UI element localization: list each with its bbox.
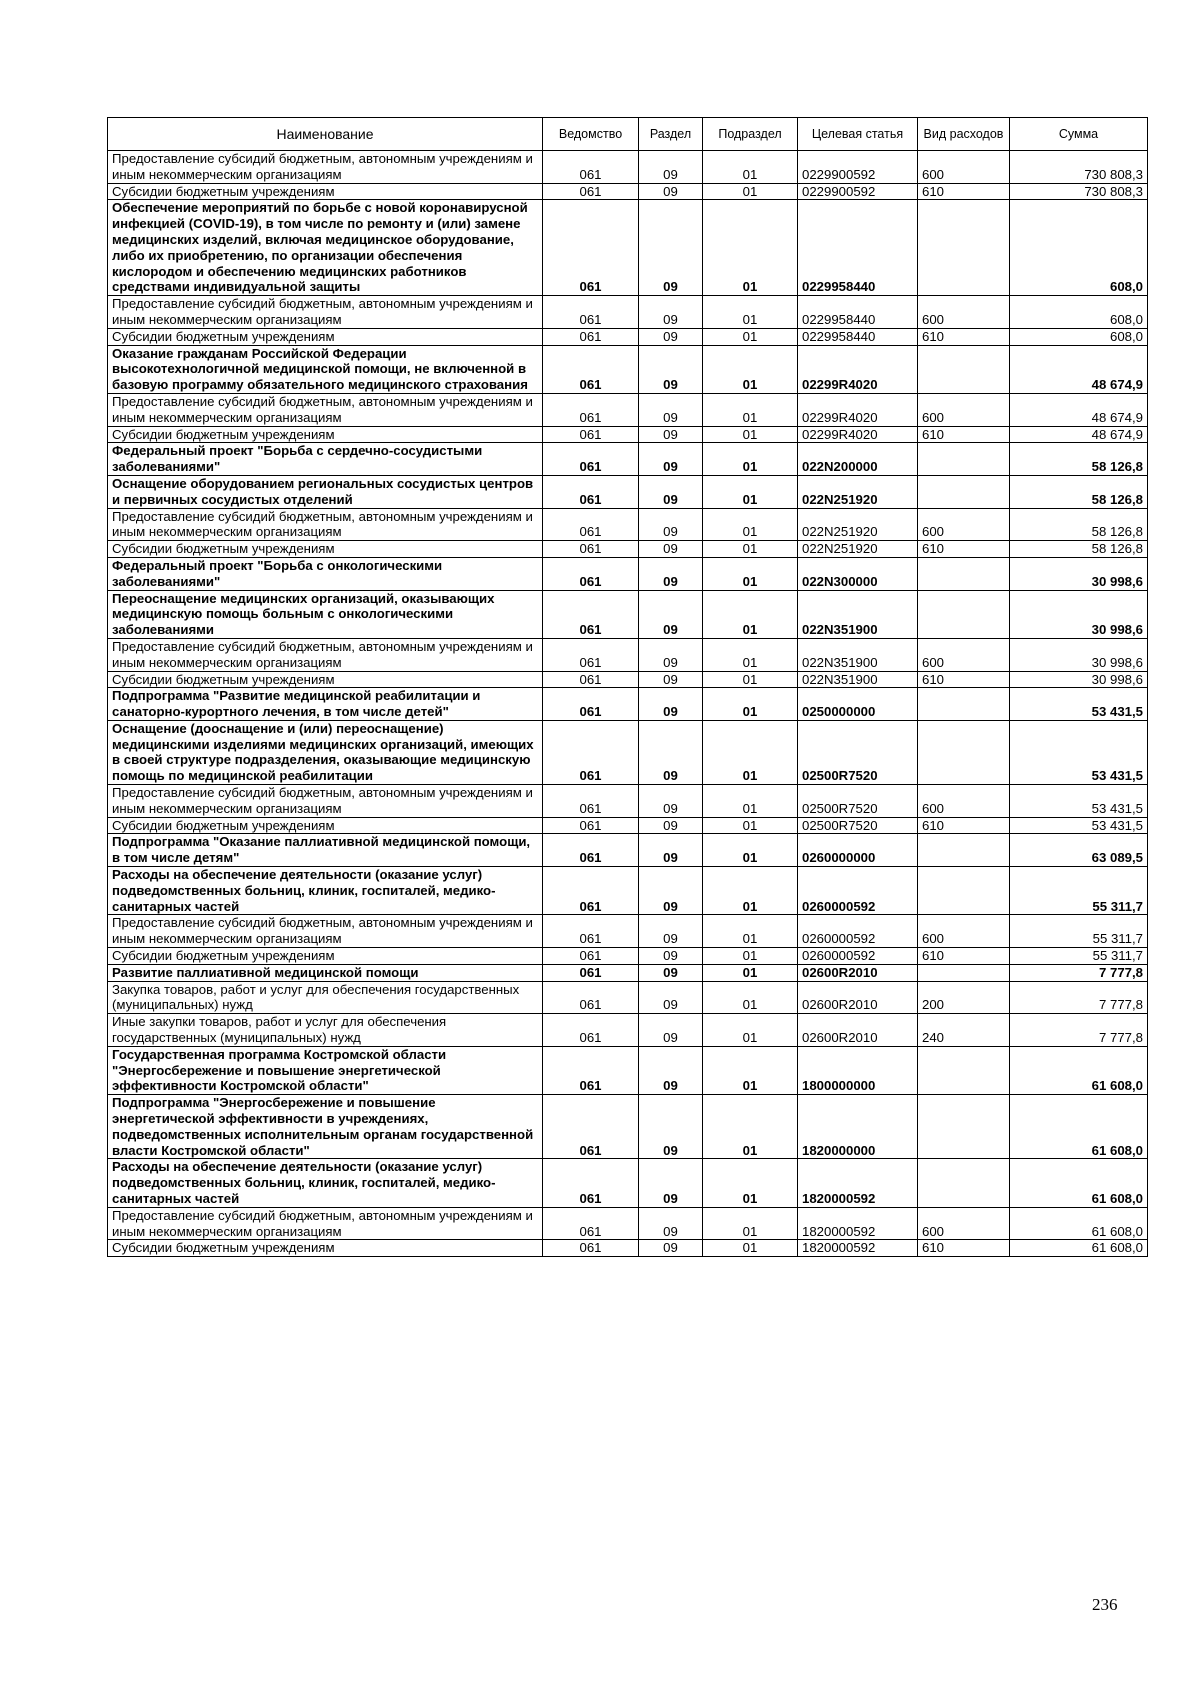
row-dept: 061 xyxy=(543,915,639,948)
row-target: 0260000592 xyxy=(798,915,918,948)
row-sum: 30 998,6 xyxy=(1010,557,1148,590)
row-dept: 061 xyxy=(543,183,639,200)
row-name: Оказание гражданам Российской Федерации высокотехнологичной медицинской помощи, не включенной в базовую программу обязательного медицинского страхования xyxy=(108,345,543,393)
row-dept: 061 xyxy=(543,151,639,184)
row-dept: 061 xyxy=(543,1207,639,1240)
table-row xyxy=(108,981,1148,1014)
header-name: Наименование xyxy=(108,118,543,151)
row-kind xyxy=(918,867,1010,915)
row-target: 022N300000 xyxy=(798,557,918,590)
row-sum: 48 674,9 xyxy=(1010,345,1148,393)
row-subsection: 01 xyxy=(703,638,798,671)
table-row xyxy=(108,1207,1148,1240)
row-section: 09 xyxy=(639,328,703,345)
row-kind: 600 xyxy=(918,638,1010,671)
row-section: 09 xyxy=(639,1014,703,1047)
row-sum: 608,0 xyxy=(1010,328,1148,345)
row-target: 0229958440 xyxy=(798,200,918,296)
row-subsection: 01 xyxy=(703,328,798,345)
row-target: 022N251920 xyxy=(798,541,918,558)
table-row xyxy=(108,785,1148,818)
row-dept: 061 xyxy=(543,1240,639,1257)
row-kind: 610 xyxy=(918,671,1010,688)
row-sum: 730 808,3 xyxy=(1010,183,1148,200)
table-row xyxy=(108,426,1148,443)
table-row xyxy=(108,1240,1148,1257)
table-row xyxy=(108,508,1148,541)
row-kind: 600 xyxy=(918,915,1010,948)
row-sum: 63 089,5 xyxy=(1010,834,1148,867)
row-dept: 061 xyxy=(543,1046,639,1094)
row-subsection: 01 xyxy=(703,426,798,443)
row-target: 02299R4020 xyxy=(798,426,918,443)
table-header-row xyxy=(108,118,1148,151)
table-row xyxy=(108,964,1148,981)
row-section: 09 xyxy=(639,296,703,329)
row-subsection: 01 xyxy=(703,981,798,1014)
row-section: 09 xyxy=(639,817,703,834)
table-row xyxy=(108,688,1148,721)
row-dept: 061 xyxy=(543,541,639,558)
row-section: 09 xyxy=(639,1240,703,1257)
table-row xyxy=(108,1014,1148,1047)
row-dept: 061 xyxy=(543,328,639,345)
row-target: 0250000000 xyxy=(798,688,918,721)
row-sum: 7 777,8 xyxy=(1010,1014,1148,1047)
row-kind xyxy=(918,590,1010,638)
row-dept: 061 xyxy=(543,426,639,443)
row-target: 1820000000 xyxy=(798,1095,918,1159)
row-section: 09 xyxy=(639,671,703,688)
row-subsection: 01 xyxy=(703,393,798,426)
row-dept: 061 xyxy=(543,834,639,867)
header-dept: Ведомство xyxy=(543,118,639,151)
row-target: 0260000592 xyxy=(798,948,918,965)
row-sum: 48 674,9 xyxy=(1010,393,1148,426)
row-section: 09 xyxy=(639,541,703,558)
row-name: Субсидии бюджетным учреждениям xyxy=(108,541,543,558)
row-subsection: 01 xyxy=(703,1207,798,1240)
row-name: Переоснащение медицинских организаций, оказывающих медицинскую помощь больным с онкологическими заболеваниями xyxy=(108,590,543,638)
row-name: Подпрограмма "Энергосбережение и повышение энергетической эффективности в учреждениях, подведомственных исполнительным органам государственной власти Костромской области" xyxy=(108,1095,543,1159)
row-dept: 061 xyxy=(543,1014,639,1047)
row-target: 02500R7520 xyxy=(798,785,918,818)
row-sum: 608,0 xyxy=(1010,200,1148,296)
row-dept: 061 xyxy=(543,867,639,915)
row-subsection: 01 xyxy=(703,948,798,965)
row-subsection: 01 xyxy=(703,508,798,541)
row-target: 0260000000 xyxy=(798,834,918,867)
row-subsection: 01 xyxy=(703,200,798,296)
row-kind xyxy=(918,720,1010,784)
row-kind: 600 xyxy=(918,1207,1010,1240)
row-name: Предоставление субсидий бюджетным, автономным учреждениям и иным некоммерческим организациям xyxy=(108,508,543,541)
row-kind: 610 xyxy=(918,541,1010,558)
row-sum: 55 311,7 xyxy=(1010,867,1148,915)
table-row xyxy=(108,915,1148,948)
row-subsection: 01 xyxy=(703,296,798,329)
row-kind: 600 xyxy=(918,785,1010,818)
header-section: Раздел xyxy=(639,118,703,151)
row-kind: 610 xyxy=(918,328,1010,345)
row-target: 022N251920 xyxy=(798,508,918,541)
row-target: 02299R4020 xyxy=(798,345,918,393)
row-section: 09 xyxy=(639,508,703,541)
row-subsection: 01 xyxy=(703,785,798,818)
row-name: Субсидии бюджетным учреждениям xyxy=(108,1240,543,1257)
table-row xyxy=(108,1095,1148,1159)
row-section: 09 xyxy=(639,345,703,393)
row-kind: 240 xyxy=(918,1014,1010,1047)
row-kind: 600 xyxy=(918,508,1010,541)
row-dept: 061 xyxy=(543,981,639,1014)
row-sum: 61 608,0 xyxy=(1010,1207,1148,1240)
row-sum: 61 608,0 xyxy=(1010,1095,1148,1159)
row-sum: 61 608,0 xyxy=(1010,1159,1148,1207)
row-dept: 061 xyxy=(543,720,639,784)
row-subsection: 01 xyxy=(703,915,798,948)
row-dept: 061 xyxy=(543,345,639,393)
row-subsection: 01 xyxy=(703,590,798,638)
row-name: Оснащение оборудованием региональных сосудистых центров и первичных сосудистых отделений xyxy=(108,475,543,508)
row-dept: 061 xyxy=(543,1159,639,1207)
row-section: 09 xyxy=(639,200,703,296)
table-row xyxy=(108,1046,1148,1094)
row-subsection: 01 xyxy=(703,541,798,558)
row-sum: 58 126,8 xyxy=(1010,508,1148,541)
row-sum: 53 431,5 xyxy=(1010,688,1148,721)
row-section: 09 xyxy=(639,590,703,638)
row-dept: 061 xyxy=(543,393,639,426)
row-target: 1820000592 xyxy=(798,1159,918,1207)
row-name: Закупка товаров, работ и услуг для обеспечения государственных (муниципальных) нужд xyxy=(108,981,543,1014)
row-subsection: 01 xyxy=(703,671,798,688)
header-kind: Вид расходов xyxy=(918,118,1010,151)
header-target: Целевая статья xyxy=(798,118,918,151)
row-target: 02600R2010 xyxy=(798,964,918,981)
row-dept: 061 xyxy=(543,964,639,981)
row-target: 022N351900 xyxy=(798,671,918,688)
row-name: Федеральный проект "Борьба с онкологическими заболеваниями" xyxy=(108,557,543,590)
row-name: Субсидии бюджетным учреждениям xyxy=(108,183,543,200)
table-row xyxy=(108,720,1148,784)
row-section: 09 xyxy=(639,638,703,671)
row-subsection: 01 xyxy=(703,964,798,981)
row-subsection: 01 xyxy=(703,557,798,590)
row-dept: 061 xyxy=(543,948,639,965)
header-subsection: Подраздел xyxy=(703,118,798,151)
table-row xyxy=(108,638,1148,671)
row-name: Предоставление субсидий бюджетным, автономным учреждениям и иным некоммерческим организациям xyxy=(108,151,543,184)
row-section: 09 xyxy=(639,948,703,965)
row-target: 02299R4020 xyxy=(798,393,918,426)
row-kind xyxy=(918,964,1010,981)
row-sum: 7 777,8 xyxy=(1010,964,1148,981)
row-target: 022N351900 xyxy=(798,638,918,671)
row-target: 0229900592 xyxy=(798,151,918,184)
row-section: 09 xyxy=(639,688,703,721)
row-section: 09 xyxy=(639,964,703,981)
row-name: Обеспечение мероприятий по борьбе с новой коронавирусной инфекцией (COVID-19), в том числе по ремонту и (или) замене медицинских изделий, включая медицинское оборудование, либо их приобретению, по организации обеспечения кислородом и обеспечению медицинских работников средствами индивидуальной защиты xyxy=(108,200,543,296)
row-name: Подпрограмма "Оказание паллиативной медицинской помощи, в том числе детям" xyxy=(108,834,543,867)
row-section: 09 xyxy=(639,981,703,1014)
budget-table xyxy=(107,117,1148,1257)
row-dept: 061 xyxy=(543,817,639,834)
table-row xyxy=(108,328,1148,345)
row-name: Субсидии бюджетным учреждениям xyxy=(108,948,543,965)
row-dept: 061 xyxy=(543,296,639,329)
row-subsection: 01 xyxy=(703,345,798,393)
table-row xyxy=(108,557,1148,590)
row-kind xyxy=(918,475,1010,508)
row-section: 09 xyxy=(639,426,703,443)
row-target: 02600R2010 xyxy=(798,1014,918,1047)
row-section: 09 xyxy=(639,393,703,426)
row-target: 02500R7520 xyxy=(798,817,918,834)
table-row xyxy=(108,867,1148,915)
row-sum: 61 608,0 xyxy=(1010,1240,1148,1257)
row-kind: 600 xyxy=(918,393,1010,426)
row-name: Предоставление субсидий бюджетным, автономным учреждениям и иным некоммерческим организациям xyxy=(108,393,543,426)
row-sum: 53 431,5 xyxy=(1010,817,1148,834)
row-name: Развитие паллиативной медицинской помощи xyxy=(108,964,543,981)
row-target: 0260000592 xyxy=(798,867,918,915)
table-row xyxy=(108,200,1148,296)
row-subsection: 01 xyxy=(703,817,798,834)
page-number: 236 xyxy=(1092,1595,1118,1614)
row-section: 09 xyxy=(639,720,703,784)
row-dept: 061 xyxy=(543,1095,639,1159)
row-sum: 53 431,5 xyxy=(1010,720,1148,784)
row-name: Расходы на обеспечение деятельности (оказание услуг) подведомственных больниц, клиник, госпиталей, медико-санитарных частей xyxy=(108,1159,543,1207)
row-dept: 061 xyxy=(543,475,639,508)
row-name: Предоставление субсидий бюджетным, автономным учреждениям и иным некоммерческим организациям xyxy=(108,638,543,671)
row-sum: 7 777,8 xyxy=(1010,981,1148,1014)
table-row xyxy=(108,817,1148,834)
document-page xyxy=(107,117,1147,1257)
row-subsection: 01 xyxy=(703,183,798,200)
row-sum: 61 608,0 xyxy=(1010,1046,1148,1094)
row-target: 0229958440 xyxy=(798,328,918,345)
row-section: 09 xyxy=(639,785,703,818)
row-sum: 58 126,8 xyxy=(1010,475,1148,508)
row-target: 022N351900 xyxy=(798,590,918,638)
row-subsection: 01 xyxy=(703,1240,798,1257)
row-subsection: 01 xyxy=(703,1095,798,1159)
row-target: 0229900592 xyxy=(798,183,918,200)
table-row xyxy=(108,590,1148,638)
row-subsection: 01 xyxy=(703,1014,798,1047)
row-sum: 48 674,9 xyxy=(1010,426,1148,443)
table-row xyxy=(108,541,1148,558)
row-sum: 30 998,6 xyxy=(1010,590,1148,638)
table-row xyxy=(108,443,1148,476)
row-kind xyxy=(918,1159,1010,1207)
row-dept: 061 xyxy=(543,638,639,671)
row-name: Предоставление субсидий бюджетным, автономным учреждениям и иным некоммерческим организациям xyxy=(108,785,543,818)
row-section: 09 xyxy=(639,1046,703,1094)
table-row xyxy=(108,296,1148,329)
row-subsection: 01 xyxy=(703,720,798,784)
row-name: Предоставление субсидий бюджетным, автономным учреждениям и иным некоммерческим организациям xyxy=(108,1207,543,1240)
row-kind: 600 xyxy=(918,151,1010,184)
row-target: 1800000000 xyxy=(798,1046,918,1094)
row-sum: 55 311,7 xyxy=(1010,948,1148,965)
row-sum: 55 311,7 xyxy=(1010,915,1148,948)
row-section: 09 xyxy=(639,915,703,948)
row-name: Федеральный проект "Борьба с сердечно-сосудистыми заболеваниями" xyxy=(108,443,543,476)
row-target: 1820000592 xyxy=(798,1240,918,1257)
row-subsection: 01 xyxy=(703,834,798,867)
row-subsection: 01 xyxy=(703,475,798,508)
row-sum: 53 431,5 xyxy=(1010,785,1148,818)
row-section: 09 xyxy=(639,475,703,508)
row-name: Подпрограмма "Развитие медицинской реабилитации и санаторно-курортного лечения, в том числе детей" xyxy=(108,688,543,721)
row-target: 0229958440 xyxy=(798,296,918,329)
table-row xyxy=(108,151,1148,184)
row-name: Субсидии бюджетным учреждениям xyxy=(108,817,543,834)
row-name: Предоставление субсидий бюджетным, автономным учреждениям и иным некоммерческим организациям xyxy=(108,915,543,948)
row-section: 09 xyxy=(639,834,703,867)
row-kind: 610 xyxy=(918,1240,1010,1257)
row-subsection: 01 xyxy=(703,151,798,184)
row-dept: 061 xyxy=(543,785,639,818)
table-row xyxy=(108,834,1148,867)
row-name: Субсидии бюджетным учреждениям xyxy=(108,328,543,345)
row-kind xyxy=(918,1046,1010,1094)
row-sum: 58 126,8 xyxy=(1010,443,1148,476)
table-row xyxy=(108,183,1148,200)
row-subsection: 01 xyxy=(703,1046,798,1094)
row-dept: 061 xyxy=(543,688,639,721)
row-name: Иные закупки товаров, работ и услуг для обеспечения государственных (муниципальных) нужд xyxy=(108,1014,543,1047)
table-row xyxy=(108,948,1148,965)
row-kind xyxy=(918,557,1010,590)
row-kind xyxy=(918,688,1010,721)
row-section: 09 xyxy=(639,557,703,590)
row-kind: 610 xyxy=(918,426,1010,443)
row-target: 1820000592 xyxy=(798,1207,918,1240)
row-section: 09 xyxy=(639,867,703,915)
row-dept: 061 xyxy=(543,557,639,590)
row-kind: 200 xyxy=(918,981,1010,1014)
row-section: 09 xyxy=(639,1207,703,1240)
row-dept: 061 xyxy=(543,200,639,296)
row-section: 09 xyxy=(639,1159,703,1207)
row-section: 09 xyxy=(639,1095,703,1159)
row-subsection: 01 xyxy=(703,1159,798,1207)
row-target: 022N200000 xyxy=(798,443,918,476)
row-kind xyxy=(918,834,1010,867)
table-row xyxy=(108,475,1148,508)
row-sum: 30 998,6 xyxy=(1010,671,1148,688)
row-subsection: 01 xyxy=(703,688,798,721)
row-name: Расходы на обеспечение деятельности (оказание услуг) подведомственных больниц, клиник, госпиталей, медико-санитарных частей xyxy=(108,867,543,915)
row-subsection: 01 xyxy=(703,443,798,476)
row-kind xyxy=(918,200,1010,296)
row-kind xyxy=(918,443,1010,476)
row-target: 02600R2010 xyxy=(798,981,918,1014)
table-row xyxy=(108,345,1148,393)
row-name: Государственная программа Костромской области "Энергосбережение и повышение энергетической эффективности Костромской области" xyxy=(108,1046,543,1094)
row-dept: 061 xyxy=(543,443,639,476)
row-dept: 061 xyxy=(543,671,639,688)
row-sum: 30 998,6 xyxy=(1010,638,1148,671)
table-row xyxy=(108,393,1148,426)
row-kind: 600 xyxy=(918,296,1010,329)
row-name: Субсидии бюджетным учреждениям xyxy=(108,671,543,688)
row-sum: 58 126,8 xyxy=(1010,541,1148,558)
header-sum: Сумма xyxy=(1010,118,1148,151)
row-sum: 730 808,3 xyxy=(1010,151,1148,184)
row-sum: 608,0 xyxy=(1010,296,1148,329)
row-kind: 610 xyxy=(918,183,1010,200)
row-kind: 610 xyxy=(918,948,1010,965)
table-row xyxy=(108,1159,1148,1207)
row-dept: 061 xyxy=(543,508,639,541)
table-row xyxy=(108,671,1148,688)
row-subsection: 01 xyxy=(703,867,798,915)
row-dept: 061 xyxy=(543,590,639,638)
row-name: Оснащение (дооснащение и (или) переоснащение) медицинскими изделиями медицинских организаций, имеющих в своей структуре подразделения, оказывающие медицинскую помощь по медицинской реабилитации xyxy=(108,720,543,784)
row-name: Субсидии бюджетным учреждениям xyxy=(108,426,543,443)
row-name: Предоставление субсидий бюджетным, автономным учреждениям и иным некоммерческим организациям xyxy=(108,296,543,329)
row-kind: 610 xyxy=(918,817,1010,834)
row-section: 09 xyxy=(639,183,703,200)
row-kind xyxy=(918,1095,1010,1159)
row-section: 09 xyxy=(639,151,703,184)
row-section: 09 xyxy=(639,443,703,476)
row-target: 02500R7520 xyxy=(798,720,918,784)
row-kind xyxy=(918,345,1010,393)
row-target: 022N251920 xyxy=(798,475,918,508)
